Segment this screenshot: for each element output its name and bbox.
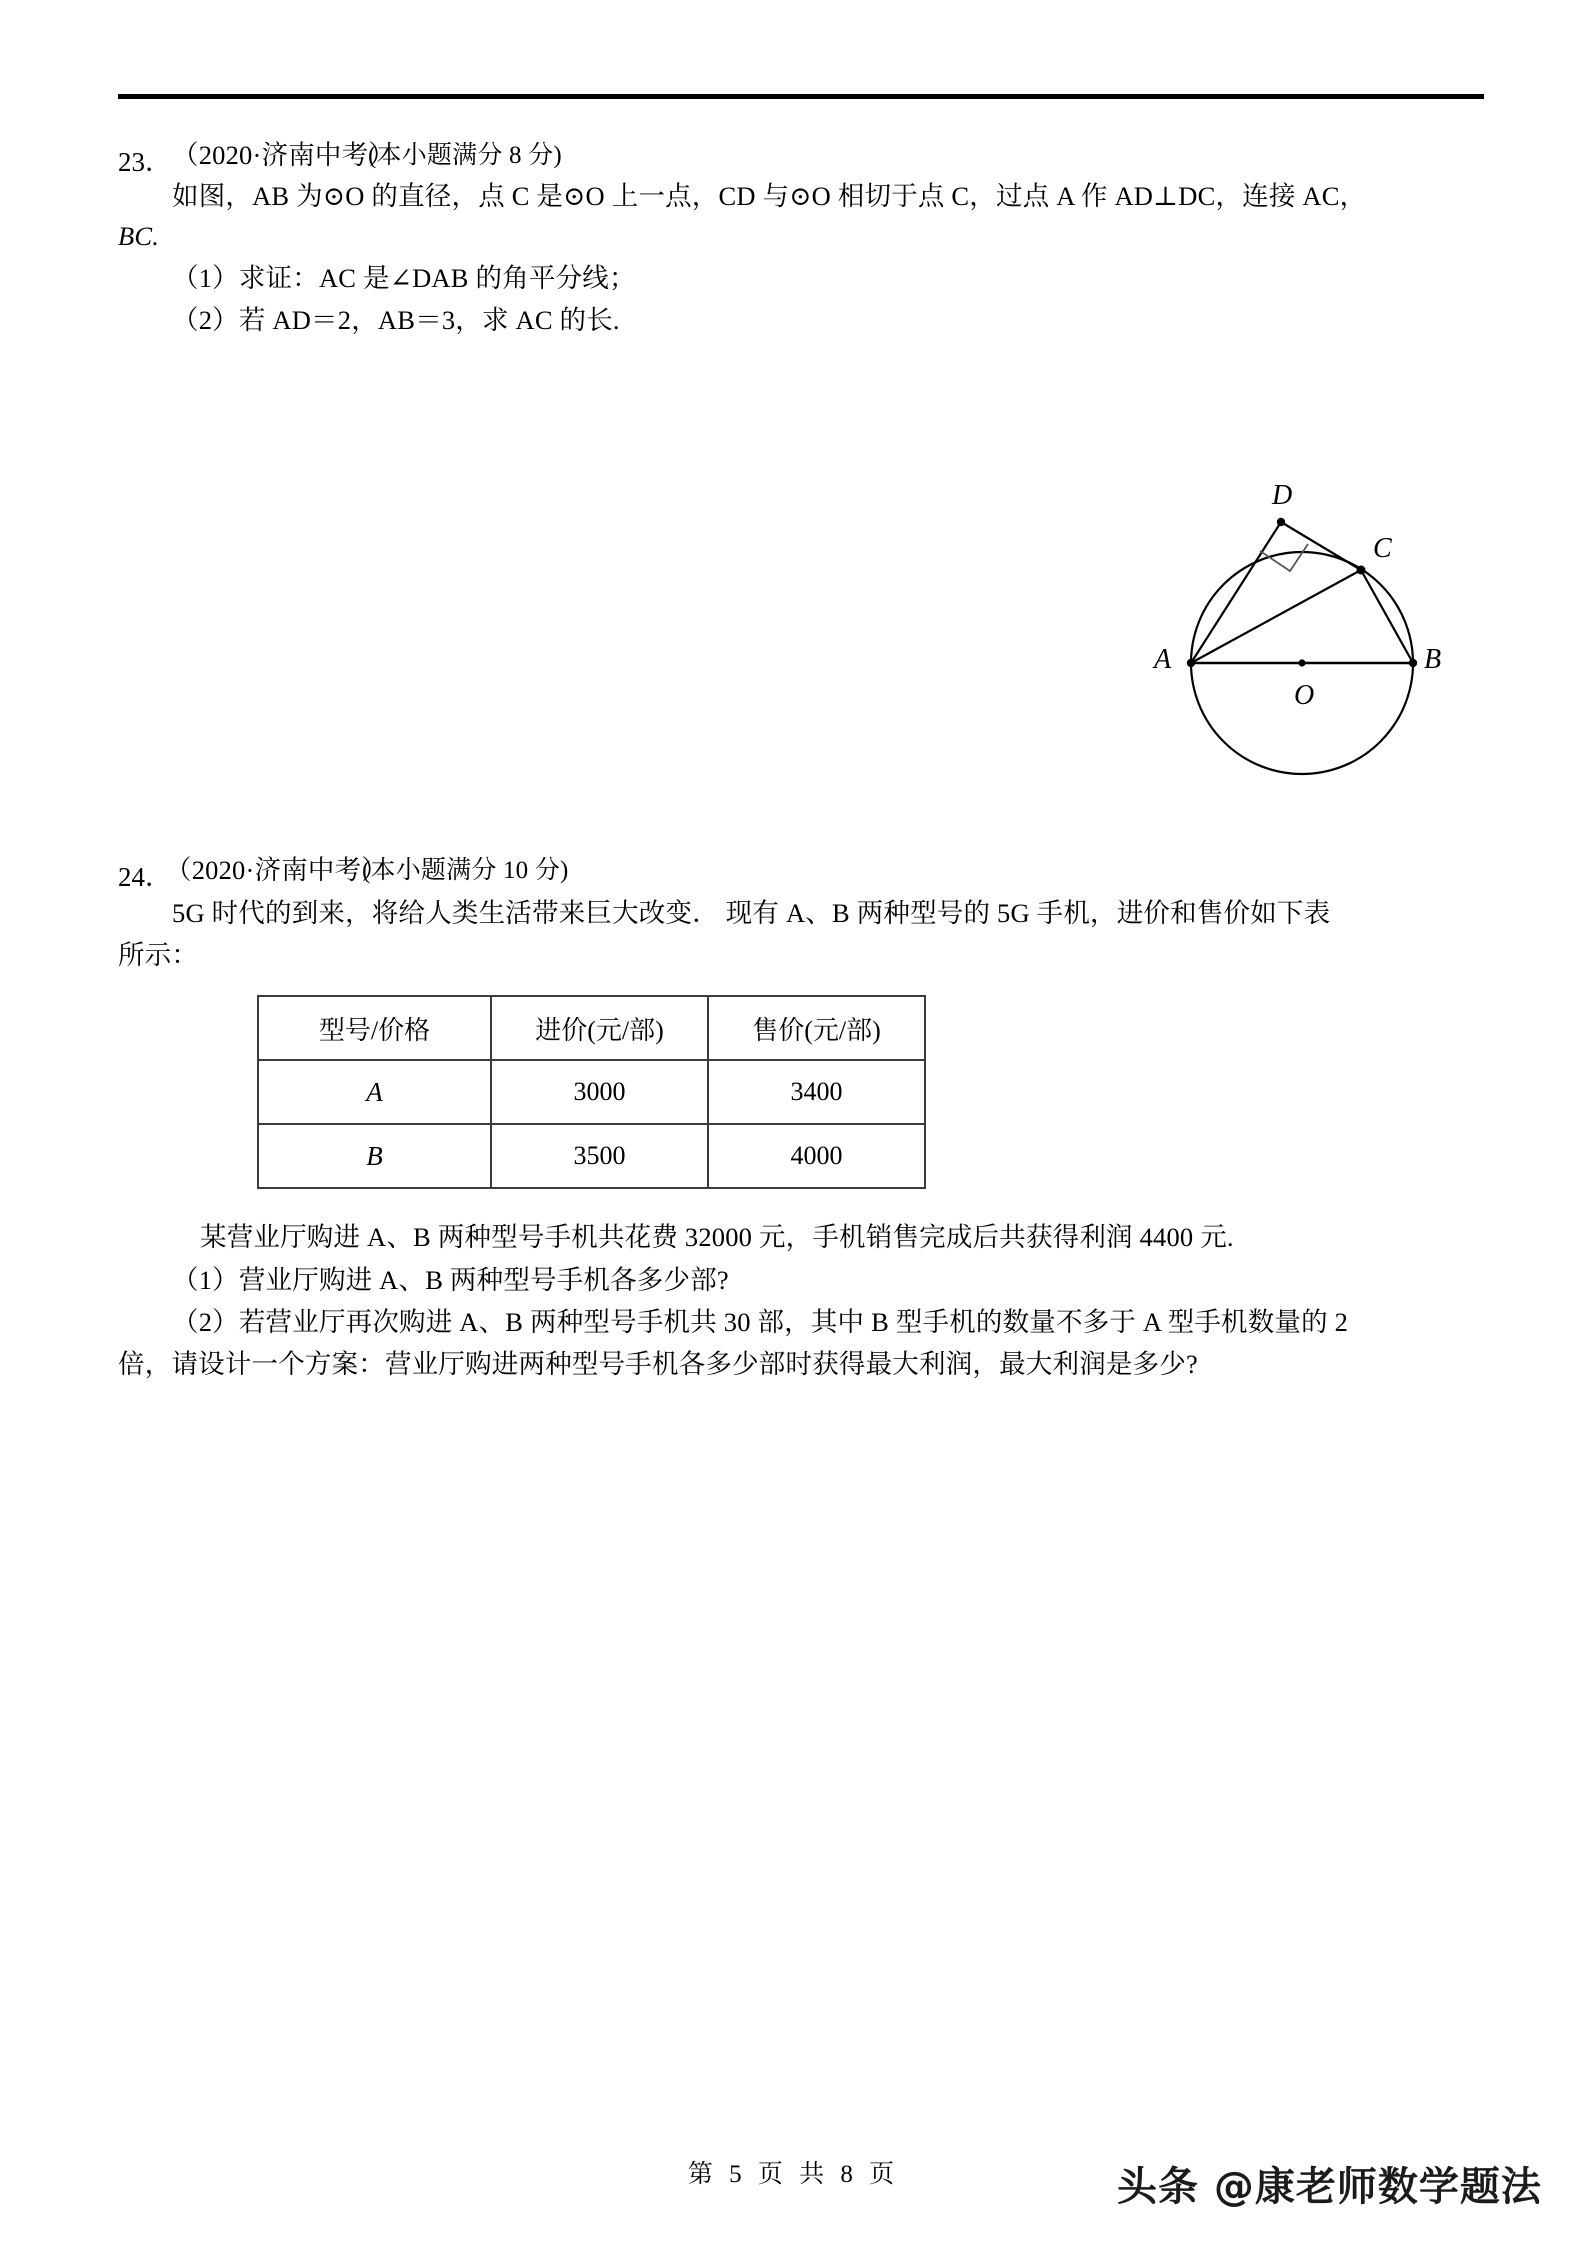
point-d xyxy=(1277,518,1285,526)
circle-geometry-figure xyxy=(1120,455,1460,785)
point-c xyxy=(1357,566,1366,575)
table-row xyxy=(258,1124,925,1188)
table-cell-cost-a: 3000 xyxy=(491,1060,708,1124)
table-header-cell-2: 售价(元/部) xyxy=(708,996,925,1060)
problem-23-score: (本小题满分 8 分) xyxy=(368,142,562,169)
point-o xyxy=(1298,659,1305,666)
figure-label-d: D xyxy=(1272,480,1293,511)
problem-24-part-1: （1）营业厅购进 A、B 两种型号手机各多少部? xyxy=(172,1265,729,1295)
segment-bc xyxy=(1361,570,1413,663)
problem-23-part-2: （2）若 AD＝2，AB＝3，求 AC 的长. xyxy=(172,305,620,335)
problem-24-part-2-line-2: 倍，请设计一个方案：营业厅购进两种型号手机各多少部时获得最大利润，最大利润是多少? xyxy=(118,1349,1198,1379)
problem-24-score: (本小题满分 10 分) xyxy=(362,857,569,884)
problem-23-part-1: （1）求证：AC 是∠DAB 的角平分线； xyxy=(172,263,636,293)
segment-ac xyxy=(1191,570,1361,663)
problem-24-body-line-1: 某营业厅购进 A、B 两种型号手机共花费 32000 元，手机销售完成后共获得利润 4400 元. xyxy=(200,1222,1234,1252)
point-a xyxy=(1187,659,1195,667)
table-cell-price-a: 3400 xyxy=(708,1060,925,1124)
table-cell-model-b: B xyxy=(258,1124,491,1188)
segment-ad xyxy=(1191,522,1281,663)
problem-24-stem-line-2: 所示： xyxy=(118,940,199,970)
figure-label-b: B xyxy=(1424,644,1442,675)
table-row xyxy=(258,1060,925,1124)
problem-24-part-2-line-1: （2）若营业厅再次购进 A、B 两种型号手机共 30 部，其中 B 型手机的数量不多于 A 型手机数量的 2 xyxy=(172,1307,1349,1337)
problem-23-stem-line-1: 如图，AB 为⊙O 的直径，点 C 是⊙O 上一点，CD 与⊙O 相切于点 C，过点 A 作 AD⊥DC，连接 AC， xyxy=(172,181,1367,211)
table-cell-model-a: A xyxy=(258,1060,491,1124)
table-header-cell-0: 型号/价格 xyxy=(258,996,491,1060)
problem-23-stem-line-2: BC. xyxy=(118,221,160,251)
segment-dc xyxy=(1281,522,1361,570)
header-rule xyxy=(118,94,1484,99)
page-number-footer: 第 5 页 共 8 页 xyxy=(687,2161,900,2188)
problem-23-source: （2020·济南中考） xyxy=(172,140,396,170)
watermark: 头条 @康老师数学题法 xyxy=(1117,2164,1542,2210)
problem-23-number: 23． xyxy=(118,147,172,177)
table-cell-price-b: 4000 xyxy=(708,1124,925,1188)
problem-24-number: 24． xyxy=(118,862,172,892)
table-header-row xyxy=(258,996,925,1060)
figure-label-c: C xyxy=(1373,533,1392,564)
figure-label-o: O xyxy=(1294,680,1315,711)
figure-label-a: A xyxy=(1154,644,1172,675)
table-cell-cost-b: 3500 xyxy=(491,1124,708,1188)
price-table xyxy=(257,995,926,1189)
table-header-cell-1: 进价(元/部) xyxy=(491,996,708,1060)
problem-24-source: （2020·济南中考） xyxy=(165,855,389,885)
point-b xyxy=(1409,659,1417,667)
problem-24-stem-line-1: 5G 时代的到来，将给人类生活带来巨大改变． 现有 A、B 两种型号的 5G 手机，进价和售价如下表 xyxy=(172,898,1331,928)
